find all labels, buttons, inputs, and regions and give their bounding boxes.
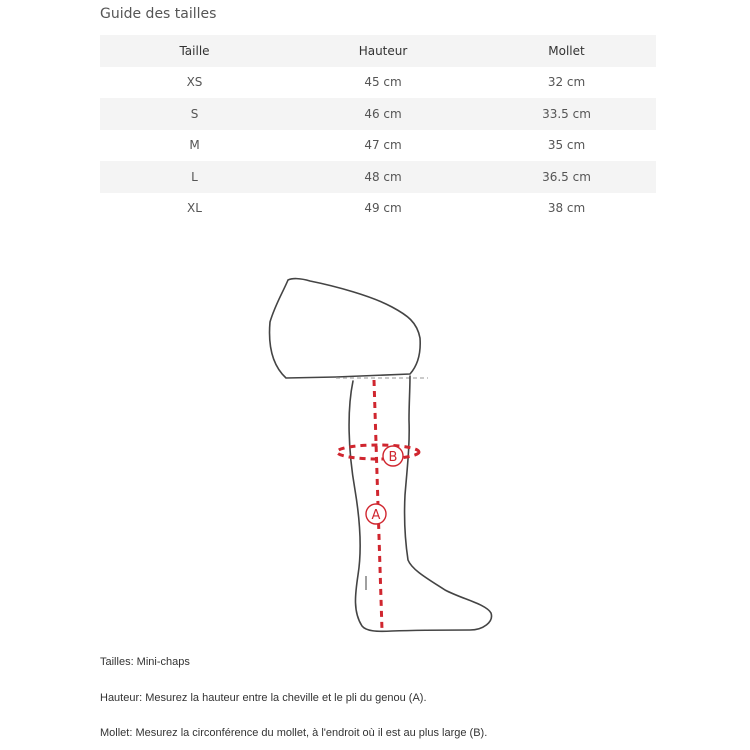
cell-calf: 38 cm	[547, 201, 586, 216]
cell-size: L	[100, 161, 289, 193]
cell-height: 49 cm	[364, 201, 402, 216]
cell-height: 46 cm	[289, 98, 477, 130]
cell-size: XS	[186, 75, 203, 90]
label-a: A	[371, 508, 381, 523]
table-row	[100, 193, 656, 225]
table-row	[100, 130, 656, 162]
table-row	[100, 67, 656, 99]
note-sizes: Tailles: Mini-chaps	[100, 656, 190, 668]
cell-height: 45 cm	[364, 75, 402, 90]
size-table	[100, 35, 656, 224]
table-row	[100, 98, 656, 130]
header-mollet: Mollet	[477, 35, 656, 67]
cell-height: 48 cm	[289, 161, 477, 193]
table-header-row	[100, 35, 656, 67]
note-calf: Mollet: Mesurez la circonférence du mollet, à l'endroit où il est au plus large (B).	[100, 727, 488, 739]
table-row	[100, 161, 656, 193]
cell-size: M	[189, 138, 200, 153]
lower-leg-outline	[349, 376, 491, 631]
cell-calf: 32 cm	[547, 75, 586, 90]
cell-size: XL	[187, 201, 202, 216]
leg-measurement-diagram	[250, 262, 510, 640]
cell-calf: 35 cm	[547, 138, 586, 153]
label-b: B	[388, 450, 398, 465]
thigh-outline	[270, 279, 421, 378]
cell-height: 47 cm	[364, 138, 402, 153]
header-taille: Taille	[100, 35, 289, 67]
cell-size: S	[100, 98, 289, 130]
note-height: Hauteur: Mesurez la hauteur entre la cheville et le pli du genou (A).	[100, 692, 427, 704]
cell-calf: 36.5 cm	[477, 161, 656, 193]
cell-calf: 33.5 cm	[477, 98, 656, 130]
guide-title: Guide des tailles	[100, 6, 217, 22]
header-hauteur: Hauteur	[289, 35, 477, 67]
